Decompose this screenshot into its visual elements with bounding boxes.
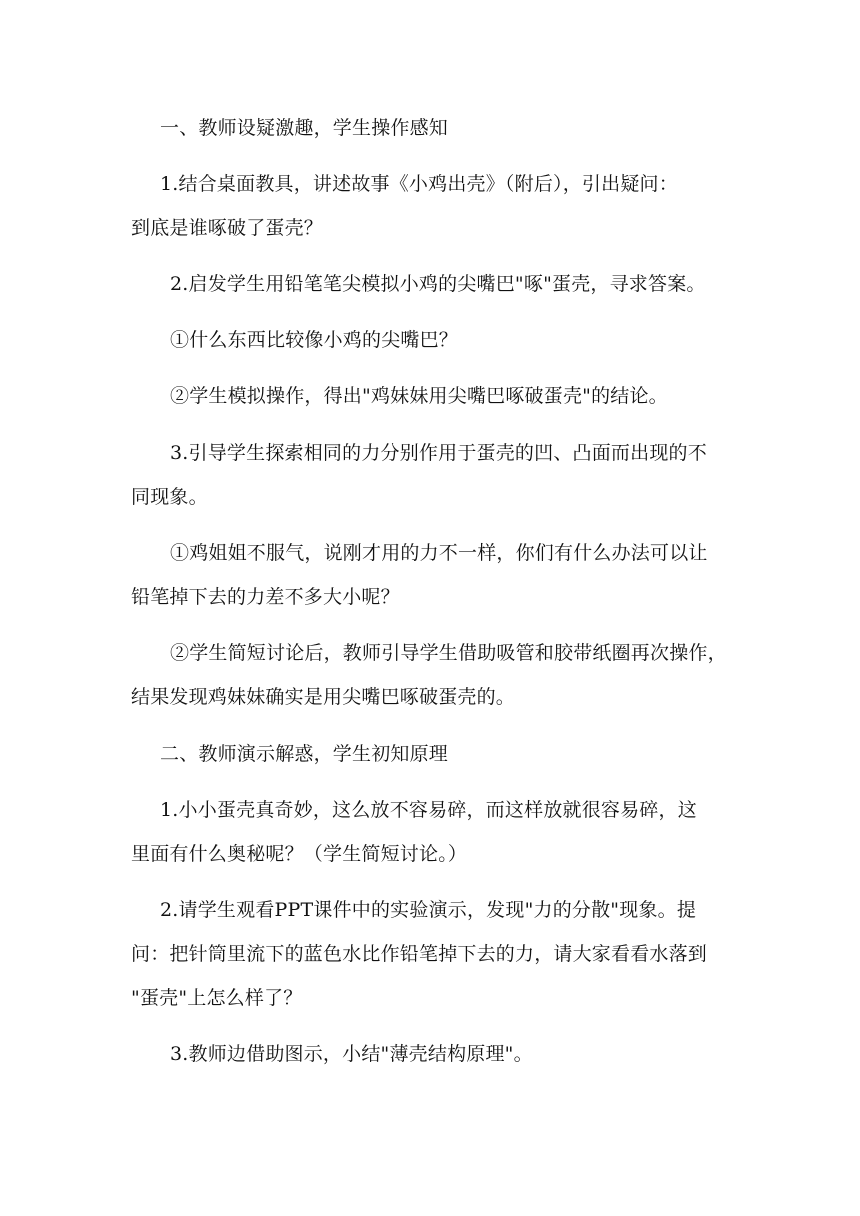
- paragraph-line: 里面有什么奥秘呢？（学生简短讨论。）: [131, 843, 468, 865]
- paragraph-line: 3.教师边借助图示，小结"薄壳结构原理"。: [170, 1043, 533, 1065]
- paragraph-line: 3.引导学生探索相同的力分别作用于蛋壳的凹、凸面而出现的不: [170, 442, 707, 464]
- paragraph-line: 同现象。: [131, 486, 208, 508]
- paragraph-line: "蛋壳"上怎么样了？: [131, 987, 303, 1009]
- section-heading-1: 一、教师设疑激趣，学生操作感知: [160, 117, 449, 139]
- paragraph-line: 结果发现鸡妹妹确实是用尖嘴巴啄破蛋壳的。: [131, 686, 516, 708]
- paragraph-line: ①鸡姐姐不服气，说刚才用的力不一样，你们有什么办法可以让: [170, 542, 708, 564]
- section-heading-2: 二、教师演示解惑，学生初知原理: [160, 743, 449, 765]
- paragraph-line: ②学生模拟操作，得出"鸡妹妹用尖嘴巴啄破蛋壳"的结论。: [170, 385, 668, 407]
- paragraph-line: ①什么东西比较像小鸡的尖嘴巴？: [170, 329, 459, 351]
- paragraph-line: 铅笔掉下去的力差不多大小呢？: [131, 586, 400, 608]
- paragraph-line: 问：把针筒里流下的蓝色水比作铅笔掉下去的力，请大家看看水落到: [131, 943, 708, 965]
- paragraph-line: 到底是谁啄破了蛋壳？: [131, 217, 324, 239]
- paragraph-line: 2.启发学生用铅笔笔尖模拟小鸡的尖嘴巴"啄"蛋壳，寻求答案。: [170, 273, 706, 295]
- paragraph-line: ②学生简短讨论后，教师引导学生借助吸管和胶带纸圈再次操作，: [170, 642, 727, 664]
- paragraph-line: 2.请学生观看PPT课件中的实验演示，发现"力的分散"现象。提: [160, 899, 697, 921]
- paragraph-line: 1.结合桌面教具，讲述故事《小鸡出壳》（附后），引出疑问：: [160, 173, 678, 195]
- paragraph-line: 1.小小蛋壳真奇妙，这么放不容易碎，而这样放就很容易碎，这: [160, 799, 697, 821]
